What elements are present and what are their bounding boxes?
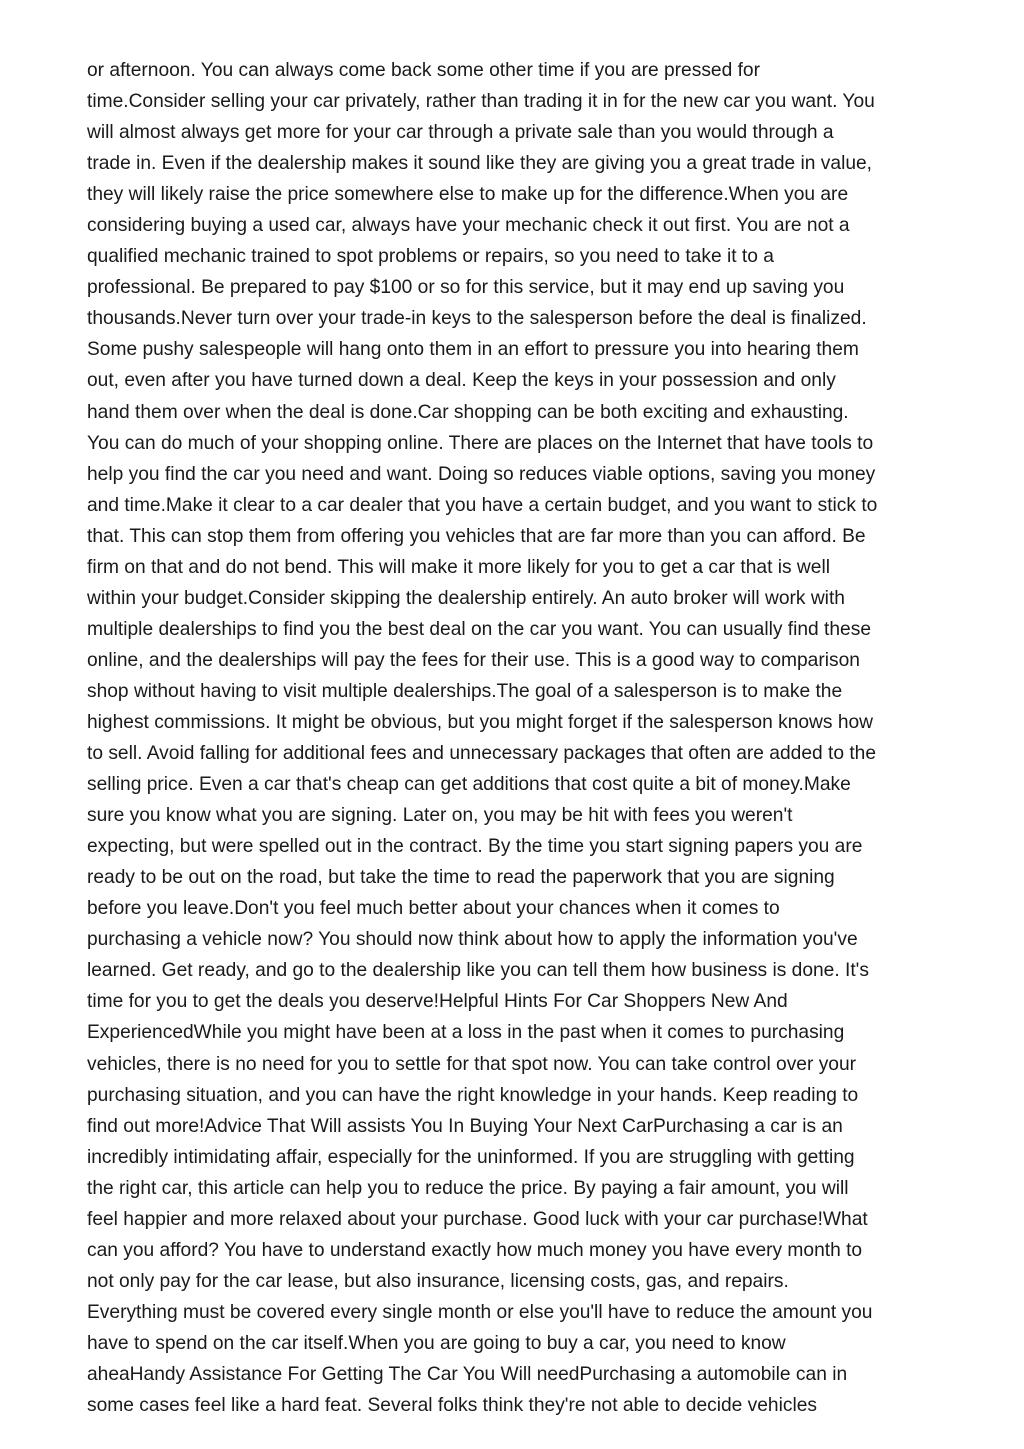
text-line: considering buying a used car, always have your mechanic check it out first. You are not a xyxy=(87,215,850,237)
text-line: not only pay for the car lease, but also insurance, licensing costs, gas, and repairs. xyxy=(87,1270,789,1292)
text-line: the right car, this article can help you to reduce the price. By paying a fair amount, you will xyxy=(87,1177,849,1199)
text-line: trade in. Even if the dealership makes it sound like they are giving you a great trade in value, xyxy=(87,153,873,175)
text-line: before you leave.Don't you feel much better about your chances when it comes to xyxy=(87,898,780,920)
text-line: feel happier and more relaxed about your purchase. Good luck with your car purchase!What xyxy=(87,1208,868,1230)
text-line: sure you know what you are signing. Later on, you may be hit with fees you weren't xyxy=(87,805,793,827)
text-line: firm on that and do not bend. This will make it more likely for you to get a car that is well xyxy=(87,556,830,578)
text-line: can you afford? You have to understand exactly how much money you have every month to xyxy=(87,1239,863,1261)
body-text xyxy=(87,55,957,1421)
text-line: aheaHandy Assistance For Getting The Car You Will needPurchasing a automobile can in xyxy=(87,1363,848,1385)
text-line: incredibly intimidating affair, especially for the uninformed. If you are struggling with getting xyxy=(87,1146,855,1168)
text-line: professional. Be prepared to pay $100 or so for this service, but it may end up saving you xyxy=(87,277,845,299)
text-line: online, and the dealerships will pay the fees for their use. This is a good way to comparison xyxy=(87,649,860,671)
text-line: highest commissions. It might be obvious, but you might forget if the salesperson knows how xyxy=(87,711,874,733)
text-line: qualified mechanic trained to spot problems or repairs, so you need to take it to a xyxy=(87,246,774,268)
text-line: Some pushy salespeople will hang onto them in an effort to pressure you into hearing them xyxy=(87,339,859,361)
text-line: vehicles, there is no need for you to settle for that spot now. You can take control over your xyxy=(87,1053,857,1075)
text-line: purchasing a vehicle now? You should now think about how to apply the information you've xyxy=(87,929,858,951)
text-line: within your budget.Consider skipping the dealership entirely. An auto broker will work with xyxy=(87,587,845,609)
text-line: or afternoon. You can always come back some other time if you are pressed for xyxy=(87,60,760,81)
text-line: and time.Make it clear to a car dealer that you have a certain budget, and you want to stick to xyxy=(87,494,878,516)
text-line: ExperiencedWhile you might have been at a loss in the past when it comes to purchasing xyxy=(87,1022,845,1044)
text-line: thousands.Never turn over your trade-in keys to the salesperson before the deal is finalized. xyxy=(87,308,867,330)
text-line: that. This can stop them from offering you vehicles that are far more than you can afford. Be xyxy=(87,525,866,547)
text-line: hand them over when the deal is done.Car shopping can be both exciting and exhausting. xyxy=(87,401,849,423)
text-line: help you find the car you need and want. Doing so reduces viable options, saving you money xyxy=(87,463,876,485)
text-line: ready to be out on the road, but take the time to read the paperwork that you are signing xyxy=(87,867,835,889)
text-line: Everything must be covered every single month or else you'll have to reduce the amount you xyxy=(87,1301,873,1323)
text-line: multiple dealerships to find you the best deal on the car you want. You can usually find these xyxy=(87,618,871,640)
text-line: purchasing situation, and you can have the right knowledge in your hands. Keep reading to xyxy=(87,1084,859,1106)
text-line: find out more!Advice That Will assists You In Buying Your Next CarPurchasing a car is an xyxy=(87,1115,843,1137)
text-line: time for you to get the deals you deserve!Helpful Hints For Car Shoppers New And xyxy=(87,991,788,1013)
text-line: expecting, but were spelled out in the contract. By the time you start signing papers you are xyxy=(87,836,863,858)
text-line: selling price. Even a car that's cheap can get additions that cost quite a bit of money.Make xyxy=(87,774,851,796)
text-line: time.Consider selling your car privately, rather than trading it in for the new car you want. You xyxy=(87,91,875,113)
text-line: they will likely raise the price somewhere else to make up for the difference.When you are xyxy=(87,184,849,206)
text-line: You can do much of your shopping online. There are places on the Internet that have tools to xyxy=(87,432,874,454)
text-line: to sell. Avoid falling for additional fees and unnecessary packages that often are added to the xyxy=(87,743,877,765)
text-line: have to spend on the car itself.When you are going to buy a car, you need to know xyxy=(87,1332,786,1354)
text-line: learned. Get ready, and go to the dealership like you can tell them how business is done. It's xyxy=(87,960,869,982)
text-line: will almost always get more for your car through a private sale than you would through a xyxy=(87,122,834,144)
text-line: shop without having to visit multiple dealerships.The goal of a salesperson is to make the xyxy=(87,680,843,702)
text-line: out, even after you have turned down a deal. Keep the keys in your possession and only xyxy=(87,370,836,392)
text-line: some cases feel like a hard feat. Several folks think they're not able to decide vehicles xyxy=(87,1395,817,1417)
